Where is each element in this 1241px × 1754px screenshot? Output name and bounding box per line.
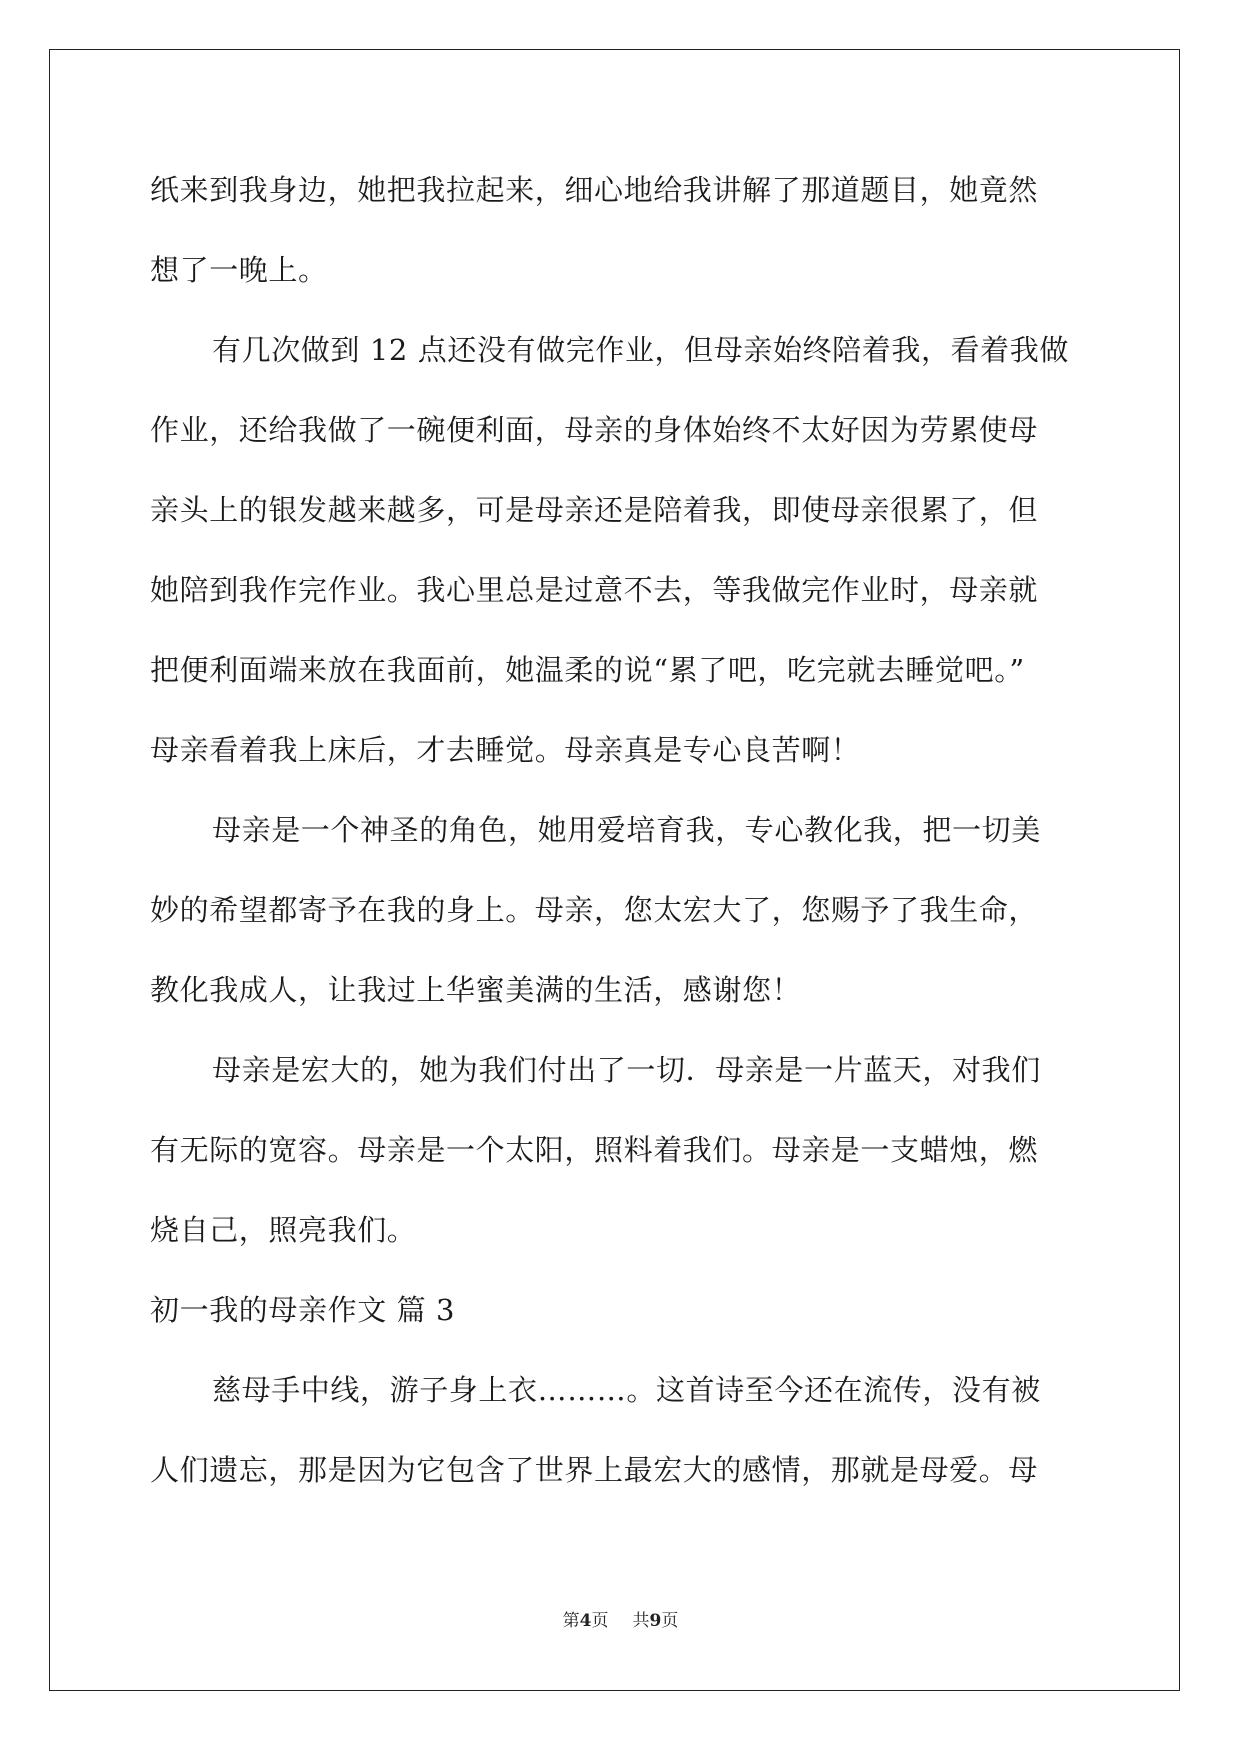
paragraph-first-line: 有几次做到 12 点还没有做完作业，但母亲始终陪着我，看着我做 bbox=[212, 333, 1069, 367]
page-prefix: 第 bbox=[562, 1611, 580, 1631]
text-line: 亲头上的银发越来越多，可是母亲还是陪着我，即使母亲很累了，但 bbox=[150, 493, 1039, 527]
page-number-current: 4 bbox=[579, 1611, 592, 1631]
page-number-total: 9 bbox=[649, 1611, 662, 1631]
text-line: 母亲看着我上床后，才去睡觉。母亲真是专心良苦啊！ bbox=[150, 733, 861, 767]
total-suffix: 页 bbox=[661, 1611, 679, 1631]
page-footer bbox=[0, 1606, 1241, 1631]
text-line: 把便利面端来放在我面前，她温柔的说“累了吧，吃完就去睡觉吧。” bbox=[150, 653, 1025, 687]
paragraph-first-line: 母亲是宏大的，她为我们付出了一切．母亲是一片蓝天，对我们 bbox=[212, 1053, 1041, 1087]
text-line: 她陪到我作完作业。我心里总是过意不去，等我做完作业时，母亲就 bbox=[150, 573, 1039, 607]
text-line: 人们遗忘，那是因为它包含了世界上最宏大的感情，那就是母爱。母 bbox=[150, 1453, 1039, 1487]
text-line: 妙的希望都寄予在我的身上。母亲，您太宏大了，您赐予了我生命， bbox=[150, 893, 1039, 927]
text-line: 烧自己，照亮我们。 bbox=[150, 1213, 417, 1247]
section-heading: 初一我的母亲作文 篇 3 bbox=[150, 1293, 456, 1327]
text-line: 有无际的宽容。母亲是一个太阳，照料着我们。母亲是一支蜡烛，燃 bbox=[150, 1133, 1039, 1167]
document-body bbox=[150, 160, 1080, 1520]
paragraph-first-line: 慈母手中线，游子身上衣………。这首诗至今还在流传，没有被 bbox=[212, 1373, 1041, 1407]
text-line: 作业，还给我做了一碗便利面，母亲的身体始终不太好因为劳累使母 bbox=[150, 413, 1039, 447]
page-mid: 页 bbox=[591, 1611, 609, 1631]
text-line: 纸来到我身边，她把我拉起来，细心地给我讲解了那道题目，她竟然 bbox=[150, 173, 1039, 207]
total-prefix: 共 bbox=[632, 1611, 650, 1631]
text-line: 教化我成人，让我过上华蜜美满的生活，感谢您！ bbox=[150, 973, 802, 1007]
paragraph-first-line: 母亲是一个神圣的角色，她用爱培育我，专心教化我，把一切美 bbox=[212, 813, 1041, 847]
text-line: 想了一晚上。 bbox=[150, 253, 328, 287]
